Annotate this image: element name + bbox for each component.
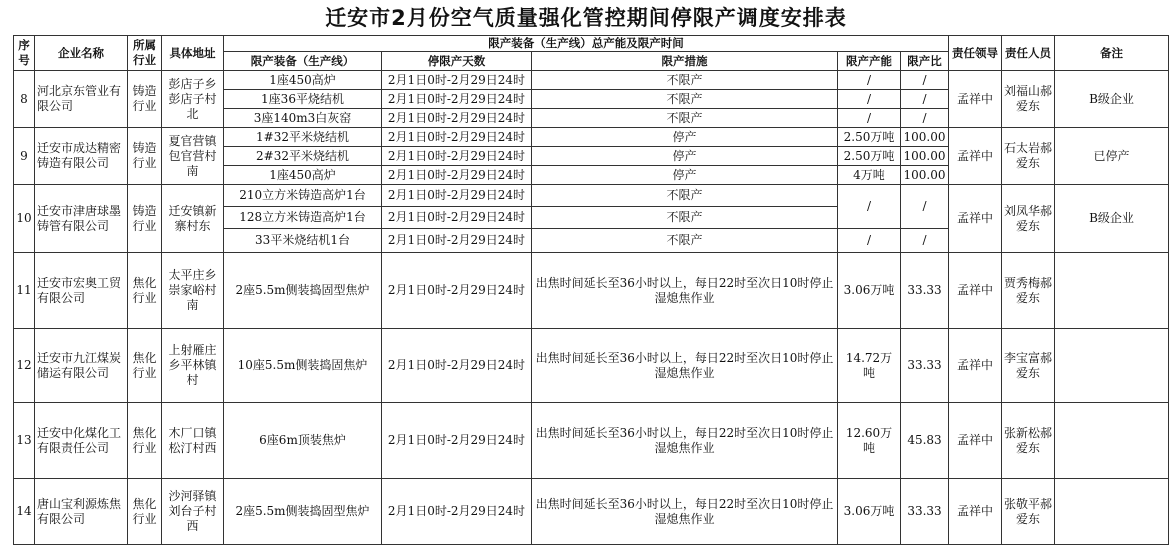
cell-days: 2月1日0时-2月29日24时: [382, 109, 532, 128]
cell-capacity: 3.06万吨: [838, 253, 901, 329]
cell-seq: 11: [14, 253, 35, 329]
cell-equipment: 33平米烧结机1台: [224, 229, 382, 253]
cell-measure: 出焦时间延长至36小时以上，每日22时至次日10时停止湿熄焦作业: [532, 479, 838, 545]
cell-company: 河北京东管业有限公司: [35, 71, 128, 128]
cell-equipment: 2座5.5m侧装捣固型焦炉: [224, 479, 382, 545]
cell-address: 沙河驿镇刘台子村西: [162, 479, 224, 545]
cell-days: 2月1日0时-2月29日24时: [382, 207, 532, 229]
cell-measure: 不限产: [532, 229, 838, 253]
cell-measure: 出焦时间延长至36小时以上，每日22时至次日10时停止湿熄焦作业: [532, 329, 838, 403]
cell-ratio: 100.00: [901, 147, 949, 166]
table-row: [14, 329, 1169, 403]
cell-seq: 10: [14, 185, 35, 253]
cell-capacity: /: [838, 71, 901, 90]
cell-equipment: 1座450高炉: [224, 71, 382, 90]
cell-capacity: 12.60万吨: [838, 403, 901, 479]
cell-industry: 焦化行业: [128, 403, 162, 479]
cell-seq: 12: [14, 329, 35, 403]
cell-leader: 孟祥中: [949, 329, 1002, 403]
cell-measure: 出焦时间延长至36小时以上，每日22时至次日10时停止湿熄焦作业: [532, 253, 838, 329]
table-row: [14, 253, 1169, 329]
cell-person: 刘凤华郝爱东: [1002, 185, 1055, 253]
cell-ratio: 33.33: [901, 253, 949, 329]
cell-leader: 孟祥中: [949, 479, 1002, 545]
header-person: 责任人员: [1002, 36, 1055, 71]
cell-leader: 孟祥中: [949, 128, 1002, 185]
cell-company: 迁安市宏奥工贸有限公司: [35, 253, 128, 329]
cell-ratio: 100.00: [901, 166, 949, 185]
table-row: [14, 128, 1169, 147]
cell-person: 刘福山郝爱东: [1002, 71, 1055, 128]
cell-days: 2月1日0时-2月29日24时: [382, 71, 532, 90]
cell-company: 迁安市九江煤炭储运有限公司: [35, 329, 128, 403]
cell-capacity: 14.72万吨: [838, 329, 901, 403]
cell-ratio: 100.00: [901, 128, 949, 147]
cell-equipment: 210立方米铸造高炉1台: [224, 185, 382, 207]
cell-measure: 停产: [532, 166, 838, 185]
cell-person: 石太岩郝爱东: [1002, 128, 1055, 185]
cell-industry: 焦化行业: [128, 329, 162, 403]
cell-days: 2月1日0时-2月29日24时: [382, 185, 532, 207]
cell-capacity: /: [838, 185, 901, 229]
cell-ratio: 45.83: [901, 403, 949, 479]
cell-ratio: /: [901, 90, 949, 109]
cell-person: 张新松郝爱东: [1002, 403, 1055, 479]
cell-measure: 不限产: [532, 109, 838, 128]
cell-equipment: 10座5.5m侧装捣固焦炉: [224, 329, 382, 403]
cell-remark: [1055, 329, 1169, 403]
cell-person: 李宝富郝爱东: [1002, 329, 1055, 403]
cell-leader: 孟祥中: [949, 253, 1002, 329]
header-seq: 序号: [14, 36, 35, 71]
cell-days: 2月1日0时-2月29日24时: [382, 90, 532, 109]
header-remark: 备注: [1055, 36, 1169, 71]
cell-days: 2月1日0时-2月29日24时: [382, 166, 532, 185]
cell-ratio: /: [901, 229, 949, 253]
cell-measure: 不限产: [532, 185, 838, 207]
cell-measure: 出焦时间延长至36小时以上，每日22时至次日10时停止湿熄焦作业: [532, 403, 838, 479]
cell-days: 2月1日0时-2月29日24时: [382, 403, 532, 479]
cell-company: 迁安市成达精密铸造有限公司: [35, 128, 128, 185]
cell-industry: 焦化行业: [128, 479, 162, 545]
cell-ratio: 33.33: [901, 479, 949, 545]
cell-capacity: /: [838, 90, 901, 109]
cell-company: 唐山宝利源炼焦有限公司: [35, 479, 128, 545]
header-measures: 限产措施: [532, 52, 838, 71]
cell-address: 夏官营镇包官营村南: [162, 128, 224, 185]
cell-seq: 14: [14, 479, 35, 545]
cell-capacity: 2.50万吨: [838, 128, 901, 147]
cell-industry: 焦化行业: [128, 253, 162, 329]
cell-remark: [1055, 253, 1169, 329]
header-leader: 责任领导: [949, 36, 1002, 71]
cell-days: 2月1日0时-2月29日24时: [382, 147, 532, 166]
cell-leader: 孟祥中: [949, 403, 1002, 479]
cell-measure: 停产: [532, 147, 838, 166]
cell-days: 2月1日0时-2月29日24时: [382, 253, 532, 329]
cell-days: 2月1日0时-2月29日24时: [382, 128, 532, 147]
cell-ratio: /: [901, 109, 949, 128]
cell-equipment: 1#32平米烧结机: [224, 128, 382, 147]
cell-equipment: 128立方米铸造高炉1台: [224, 207, 382, 229]
table-row: [14, 71, 1169, 90]
cell-equipment: 6座6m顶装焦炉: [224, 403, 382, 479]
cell-address: 迁安镇新寨村东: [162, 185, 224, 253]
cell-address: 木厂口镇松汀村西: [162, 403, 224, 479]
cell-capacity: 3.06万吨: [838, 479, 901, 545]
cell-days: 2月1日0时-2月29日24时: [382, 229, 532, 253]
cell-leader: 孟祥中: [949, 185, 1002, 253]
cell-ratio: /: [901, 185, 949, 229]
table-row: [14, 479, 1169, 545]
cell-leader: 孟祥中: [949, 71, 1002, 128]
schedule-table: [13, 35, 1169, 545]
document-title: 迁安市2月份空气质量强化管控期间停限产调度安排表: [325, 6, 847, 30]
header-ratio: 限产比: [901, 52, 949, 71]
cell-industry: 铸造行业: [128, 128, 162, 185]
cell-seq: 8: [14, 71, 35, 128]
cell-equipment: 1座36平烧结机: [224, 90, 382, 109]
cell-remark: 已停产: [1055, 128, 1169, 185]
cell-measure: 不限产: [532, 71, 838, 90]
cell-ratio: /: [901, 71, 949, 90]
cell-address: 彭店子乡彭店子村北: [162, 71, 224, 128]
cell-measure: 不限产: [532, 90, 838, 109]
cell-measure: 不限产: [532, 207, 838, 229]
cell-capacity: /: [838, 109, 901, 128]
cell-address: 上射雁庄乡平林镇村: [162, 329, 224, 403]
cell-capacity: /: [838, 229, 901, 253]
cell-equipment: 2#32平米烧结机: [224, 147, 382, 166]
cell-days: 2月1日0时-2月29日24时: [382, 479, 532, 545]
cell-address: 太平庄乡崇家峪村南: [162, 253, 224, 329]
cell-ratio: 33.33: [901, 329, 949, 403]
cell-person: 贾秀梅郝爱东: [1002, 253, 1055, 329]
cell-remark: B级企业: [1055, 71, 1169, 128]
cell-measure: 停产: [532, 128, 838, 147]
cell-seq: 9: [14, 128, 35, 185]
header-equipment: 限产装备（生产线）: [224, 52, 382, 71]
cell-person: 张敬平郝爱东: [1002, 479, 1055, 545]
header-company: 企业名称: [35, 36, 128, 71]
cell-equipment: 3座140m3白灰窑: [224, 109, 382, 128]
cell-equipment: 1座450高炉: [224, 166, 382, 185]
cell-remark: B级企业: [1055, 185, 1169, 253]
cell-capacity: 2.50万吨: [838, 147, 901, 166]
cell-industry: 铸造行业: [128, 71, 162, 128]
table-row: [14, 403, 1169, 479]
header-capacity: 限产产能: [838, 52, 901, 71]
cell-company: 迁安市津唐球墨铸管有限公司: [35, 185, 128, 253]
header-industry: 所属行业: [128, 36, 162, 71]
cell-equipment: 2座5.5m侧装捣固型焦炉: [224, 253, 382, 329]
cell-remark: [1055, 403, 1169, 479]
table-row: [14, 185, 1169, 207]
cell-industry: 铸造行业: [128, 185, 162, 253]
header-group: 限产装备（生产线）总产能及限产时间: [224, 36, 949, 52]
cell-seq: 13: [14, 403, 35, 479]
cell-days: 2月1日0时-2月29日24时: [382, 329, 532, 403]
header-address: 具体地址: [162, 36, 224, 71]
cell-capacity: 4万吨: [838, 166, 901, 185]
header-days: 停限产天数: [382, 52, 532, 71]
cell-remark: [1055, 479, 1169, 545]
cell-company: 迁安中化煤化工有限责任公司: [35, 403, 128, 479]
